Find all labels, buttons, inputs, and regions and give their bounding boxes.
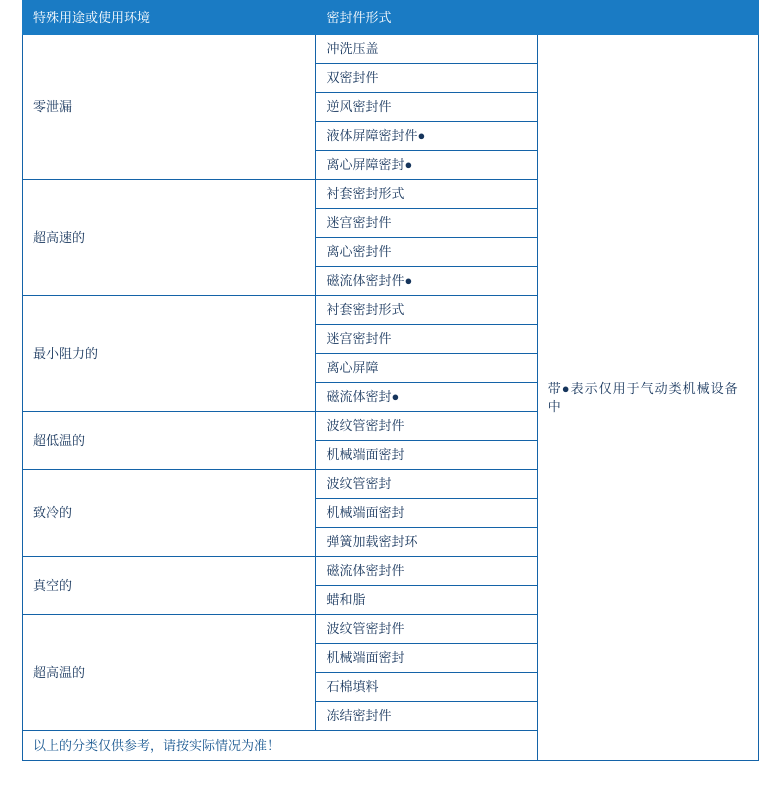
table-footer-row <box>23 731 759 761</box>
seal-type-cell: 弹簧加载密封环 <box>316 528 537 557</box>
seal-type-cell: 液体屏障密封件● <box>316 122 537 151</box>
header-seal-type: 密封件形式 <box>316 1 759 35</box>
seal-type-cell: 迷宫密封件 <box>316 209 537 238</box>
seal-type-cell: 机械端面密封 <box>316 644 537 673</box>
seal-type-cell: 蜡和脂 <box>316 586 537 615</box>
seal-type-cell: 磁流体密封件 <box>316 557 537 586</box>
seal-type-cell: 机械端面密封 <box>316 499 537 528</box>
seal-type-cell: 衬套密封形式 <box>316 180 537 209</box>
group-purpose-3: 超低温的 <box>23 412 316 470</box>
table-body <box>23 1 759 761</box>
seal-type-cell: 波纹管密封 <box>316 470 537 499</box>
seal-type-cell: 离心屏障 <box>316 354 537 383</box>
seal-type-cell: 波纹管密封件 <box>316 412 537 441</box>
seal-type-cell: 迷宫密封件 <box>316 325 537 354</box>
seal-type-cell: 磁流体密封件● <box>316 267 537 296</box>
group-purpose-2: 最小阻力的 <box>23 296 316 412</box>
group-purpose-1: 超高速的 <box>23 180 316 296</box>
seal-type-cell: 衬套密封形式 <box>316 296 537 325</box>
table-row <box>23 35 759 64</box>
group-purpose-0: 零泄漏 <box>23 35 316 180</box>
group-purpose-6: 超高温的 <box>23 615 316 731</box>
group-purpose-4: 致冷的 <box>23 470 316 557</box>
seal-type-cell: 冲洗压盖 <box>316 35 537 64</box>
table-header-row <box>23 1 759 35</box>
seal-type-cell: 机械端面密封 <box>316 441 537 470</box>
seal-type-cell: 逆风密封件 <box>316 93 537 122</box>
group-purpose-5: 真空的 <box>23 557 316 615</box>
note-text: 带●表示仅用于气动类机械设备中 <box>547 380 739 414</box>
header-purpose: 特殊用途或使用环境 <box>23 1 316 35</box>
seal-type-cell: 石棉填料 <box>316 673 537 702</box>
seal-type-cell: 离心屏障密封● <box>316 151 537 180</box>
seal-type-cell: 磁流体密封● <box>316 383 537 412</box>
seal-type-cell: 双密封件 <box>316 64 537 93</box>
seal-classification-table <box>22 0 759 761</box>
seal-type-cell: 波纹管密封件 <box>316 615 537 644</box>
note-cell <box>537 35 758 761</box>
seal-type-cell: 离心密封件 <box>316 238 537 267</box>
footer-note: 以上的分类仅供参考，请按实际情况为准！ <box>23 731 759 761</box>
seal-type-cell: 冻结密封件 <box>316 702 537 731</box>
